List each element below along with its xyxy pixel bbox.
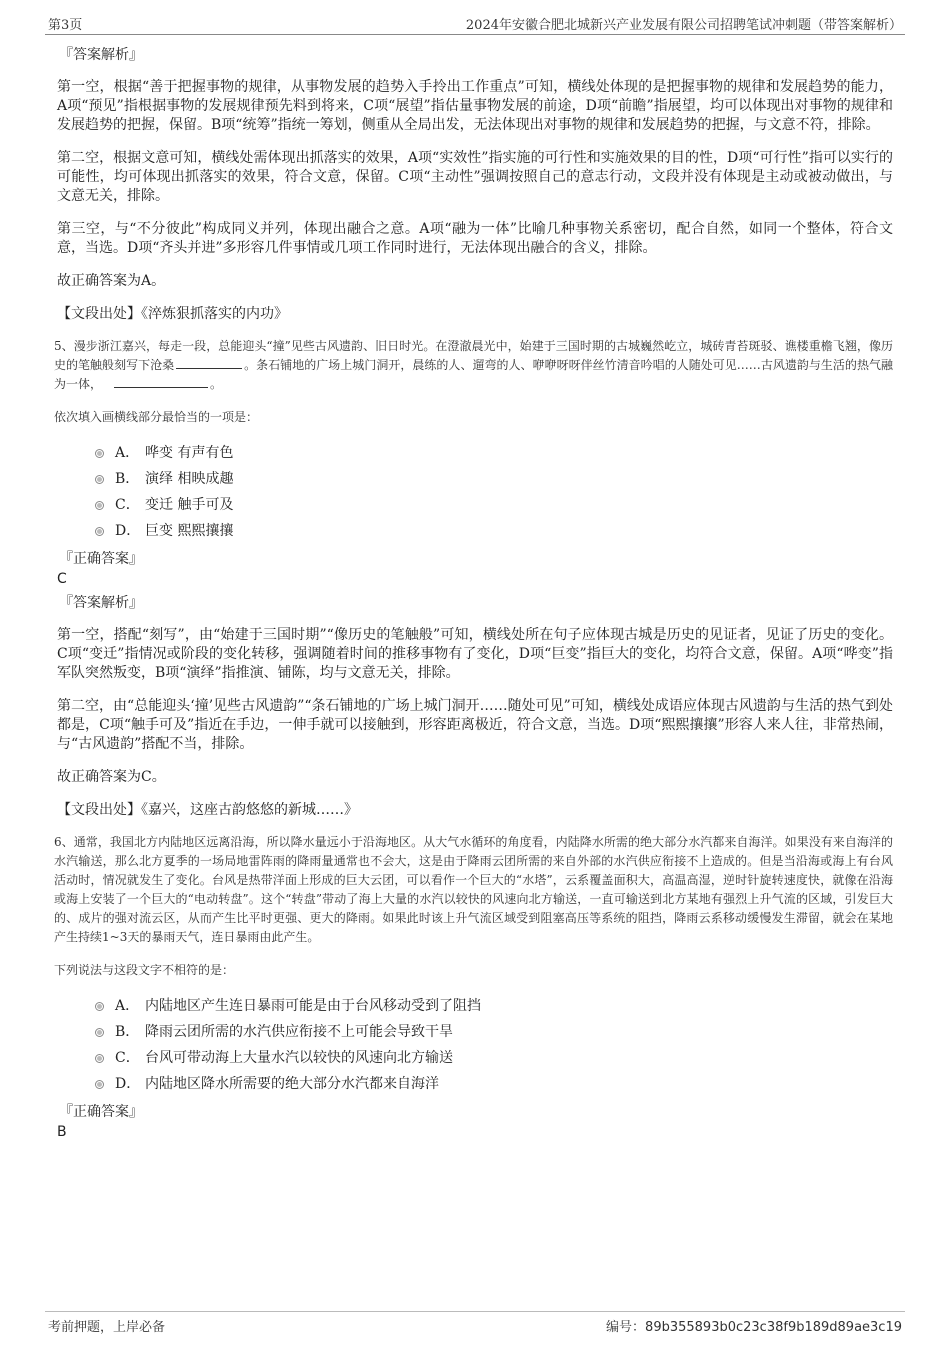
option-text: 巨变 熙熙攘攘 [145,523,234,539]
correct-answer: C [57,571,67,587]
analysis-conclusion: 故正确答案为C。 [57,769,166,785]
option-item[interactable] [95,494,893,520]
option-item[interactable] [95,468,893,494]
question-stem: 6、通常，我国北方内陆地区远离沿海，所以降水量远小于沿海地区。从大气水循环的角度看，内陆降水所需的绝大部分水汽都来自海洋。如果没有来自海洋的水汽输送，那么北方夏季的一场局地雷阵雨的降雨量通常也不会大，这是由于降雨云团所需的来自外部的水汽供应衔接不上造成的。但是当沿海或海上有台风活动时，情况就发生了变化。台风是热带洋面上形成的巨大云团，可以看作一个巨大的“水塔”，云系覆盖面积大，高温高湿，逆时针旋转速度快，就像在沿海或海上安装了一个巨大的“电动转盘”。这个“转盘”带动了海上大量的水汽以较快的风速向北方输送，一直可输送到北方某地有强烈上升气流的区域，引发巨大的、成片的强对流云区，从而产生比平时更强、更大的降雨。如果此时该上升气流区域受到阻塞高压等系统的阻挡，降雨云系移动缓慢发生滞留，就会在某地产生持续1~3天的暴雨天气，连日暴雨由此产生。 [54,835,893,944]
option-item[interactable] [95,1021,893,1047]
fill-blank [176,356,242,369]
analysis-paragraph: 第三空，与“不分彼此”构成同义并列，体现出融合之意。A项“融为一体”比喻几种事物关系密切，配合自然，如同一个整体，符合文意，当选。D项“齐头并进”多形容几件事情或几项工作同时进行，无法体现出融合的含义，排除。 [57,221,893,256]
question-prompt: 依次填入画横线部分最恰当的一项是： [54,410,259,424]
question-prompt: 下列说法与这段文字不相符的是： [54,963,235,977]
radio-button[interactable] [95,1080,104,1089]
radio-button[interactable] [95,1054,104,1063]
radio-button[interactable] [95,501,104,510]
option-item[interactable] [95,995,893,1021]
document-title: 2024年安徽合肥北城新兴产业发展有限公司招聘笔试冲刺题（带答案解析） [465,18,902,33]
analysis-paragraph: 第一空，搭配“刻写”，由“始建于三国时期”“像历史的笔触般”可知，横线处所在句子应体现古城是历史的见证者，见证了历史的变化。C项“变迁”指情况或阶段的变化转移，强调随着时间的推移事物有了变化，D项“巨变”指巨大的变化，均符合文意，保留。A项“哗变”指军队突然叛变，B项“演绎”指推演、铺陈，均与文意无关，排除。 [57,627,893,681]
analysis-paragraph: 第一空，根据“善于把握事物的规律，从事物发展的趋势入手拎出工作重点”可知，横线处体现的是把握事物的规律和发展趋势的能力，A项“预见”指根据事物的发展规律预先料到将来，C项“展望”指估量事物发展的前途，D项“前瞻”指展望，均可以体现出对事物的规律和发展趋势的把握，保留。B项“统筹”指统一筹划，侧重从全局出发，无法体现出对事物的规律和发展趋势的把握，与文意不符，排除。 [57,79,893,133]
option-text: 内陆地区产生连日暴雨可能是由于台风移动受到了阻挡 [145,998,481,1014]
option-text: 内陆地区降水所需要的绝大部分水汽都来自海洋 [145,1076,439,1092]
option-item[interactable] [95,1073,893,1099]
footer-slogan: 考前押题，上岸必备 [48,1320,166,1335]
option-item[interactable] [95,520,893,546]
option-label: C． [115,497,140,513]
option-text: 变迁 触手可及 [145,497,234,513]
option-label: C． [115,1050,140,1066]
radio-button[interactable] [95,475,104,484]
option-list [95,995,893,1099]
source-citation: 【文段出处】《嘉兴，这座古韵悠悠的新城……》 [57,802,358,818]
page-header [45,14,905,35]
document-id [606,1316,902,1335]
option-label: D． [115,523,141,539]
document-id-label: 编号： [606,1320,646,1335]
option-text: 台风可带动海上大量水汽以较快的风速向北方输送 [145,1050,453,1066]
option-item[interactable] [95,1047,893,1073]
analysis-paragraph: 第二空，由“总能迎头‘撞’见些古风遗韵”“条石铺地的广场上城门洞开……随处可见”可知，横线处成语应体现古风遗韵与生活的热气到处都是，C项“触手可及”指近在手边，一伸手就可以接触到，形容距离极近，符合文意，当选。D项“熙熙攘攘”形容人来人往，非常热闹，与“古风遗韵”搭配不当，排除。 [57,698,893,752]
document-id-value: 89b355893b0c23c38f9b189d89ae3c19 [645,1320,902,1335]
radio-button[interactable] [95,449,104,458]
analysis-paragraph: 第二空，根据文意可知，横线处需体现出抓落实的效果，A项“实效性”指实施的可行性和实施效果的目的性，D项“可行性”指可以实行的可能性，均可体现出抓落实的效果，符合文意，保留。C项“主动性”强调按照自己的意志行动，文段并没有体现是主动或被动做出，与文意无关，排除。 [57,150,893,204]
option-text: 演绎 相映成趣 [145,471,234,487]
fill-blank [114,375,208,388]
analysis-conclusion: 故正确答案为A。 [57,273,166,289]
radio-button[interactable] [95,527,104,536]
analysis-label: 『答案解析』 [59,595,143,611]
source-citation: 【文段出处】《淬炼狠抓落实的内功》 [57,306,288,322]
question-stem-part: 。 [210,377,223,391]
question-stem [54,337,893,394]
option-text: 哗变 有声有色 [145,445,234,461]
option-label: A． [115,445,140,461]
option-label: D． [115,1076,141,1092]
option-list [95,442,893,546]
option-label: A． [115,998,140,1014]
option-label: B． [115,1024,140,1040]
page-footer [45,1311,905,1336]
radio-button[interactable] [95,1002,104,1011]
correct-answer: B [57,1124,67,1140]
option-label: B． [115,471,140,487]
option-text: 降雨云团所需的水汽供应衔接不上可能会导致干旱 [145,1024,453,1040]
analysis-label: 『答案解析』 [59,47,143,63]
page-number: 第3页 [48,18,83,33]
radio-button[interactable] [95,1028,104,1037]
correct-answer-label: 『正确答案』 [59,1104,143,1120]
question-stem-part: 。条石铺地的广场上城门洞开，晨练的人、遛弯的人、咿咿呀呀伴丝竹清音吟唱的人随处可见……古风遗韵与生活的热气融为一体， [54,358,893,391]
correct-answer-label: 『正确答案』 [59,551,143,567]
option-item[interactable] [95,442,893,468]
question-stem-part: 5、漫步浙江嘉兴，每走一段，总能迎头“撞”见些古风遗韵、旧日时光。在澄澈晨光中，始建于三国时期的古城巍然屹立，城砖青苔斑驳、谯楼重檐飞翘，像历史的笔触般刻写下沧桑 [54,339,893,372]
page-content [54,46,893,1147]
